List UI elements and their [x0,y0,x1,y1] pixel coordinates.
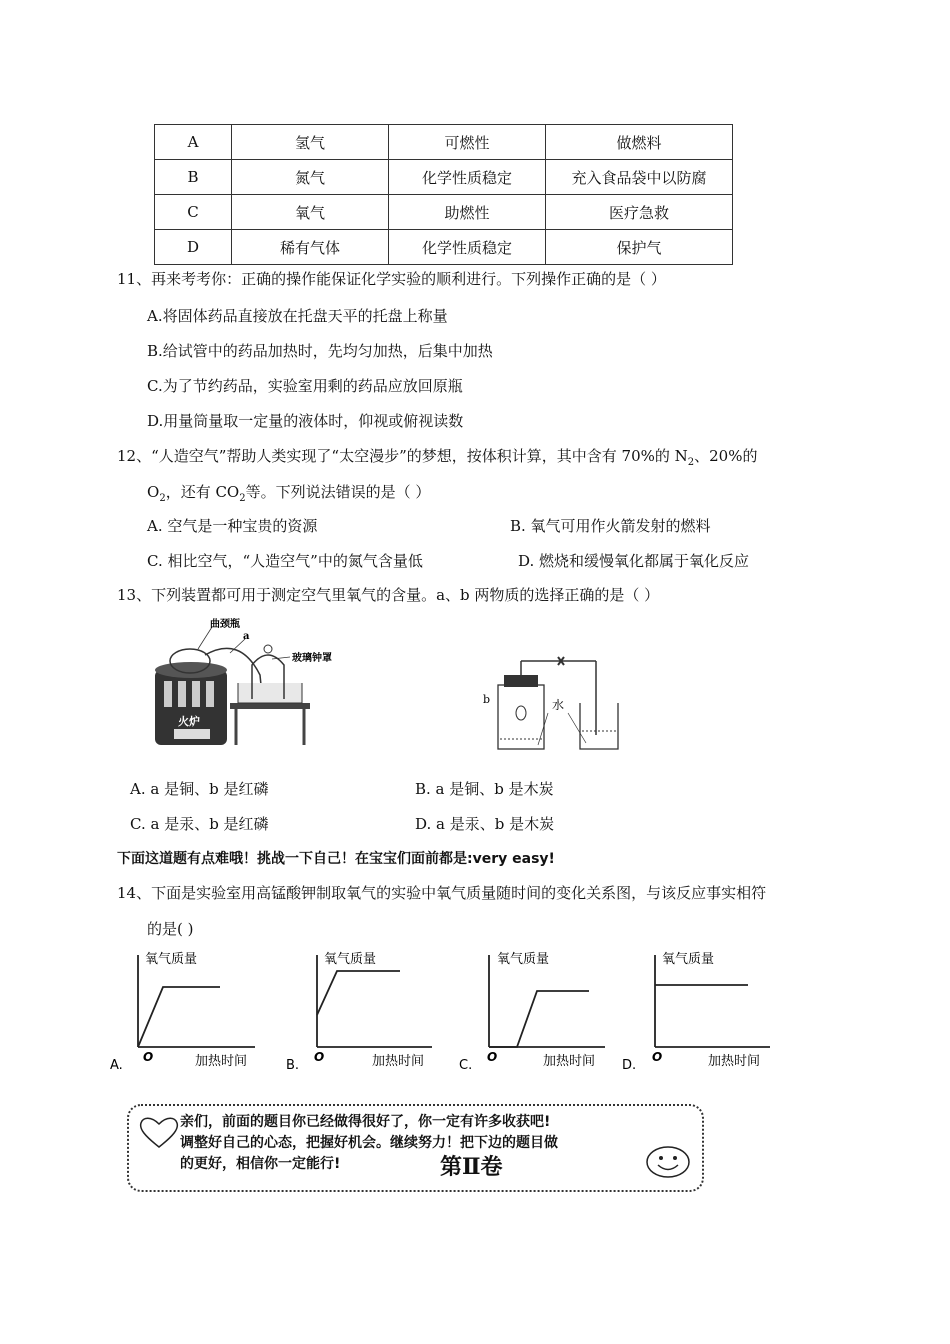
table-cell: A [155,125,232,160]
graph-line [489,991,589,1047]
q11-option-c: C.为了节约药品，实验室用剩的药品应放回原瓶 [147,377,463,395]
q13-stem: 13、下列装置都可用于测定空气里氧气的含量。a、b 两物质的选择正确的是（ ） [117,586,660,604]
q12-stem-part: 12、“人造空气”帮助人类实现了“太空漫步”的梦想，按体积计算，其中含有 70%的 N [117,447,688,465]
subscript: 2 [239,493,246,504]
figure-label: a [243,631,250,642]
choice-label: D. [622,1058,637,1073]
q12-option-a: A. 空气是一种宝贵的资源 [147,517,318,535]
table-cell: 充入食品袋中以防腐 [546,160,733,195]
x-axis-label: 加热时间 [708,1054,761,1069]
table-cell: 医疗急救 [546,195,733,230]
table-cell: 保护气 [546,230,733,265]
subscript: 2 [687,457,695,468]
graph-d [620,945,780,1075]
q13-option-d: D. a 是汞、b 是木炭 [415,815,555,833]
table-row [155,160,733,195]
q12-option-c: C. 相比空气，“人造空气”中的氮气含量低 [147,552,423,570]
q12-stem-line2 [147,481,430,504]
y-axis-label: 氧气质量 [324,952,377,967]
q11-stem: 11、再来考考你：正确的操作能保证化学实验的顺利进行。下列操作正确的是（ ） [117,270,666,288]
choice-label: B. [286,1058,300,1073]
lavoisier-apparatus-figure [150,615,332,750]
q12-stem [117,445,757,468]
challenge-note: 下面这道题有点难哦！挑战一下自己！在宝宝们面前都是:very easy! [117,851,555,867]
figure-label: 火炉 [178,715,200,728]
graph-a [105,945,265,1075]
q12-stem-part: 、20%的 [694,447,758,465]
table-cell: 助燃性 [389,195,546,230]
q12-stem-part: ，还有 CO [165,483,240,501]
table-row [155,125,733,160]
table-cell: 化学性质稳定 [389,160,546,195]
graph-line [317,971,400,1015]
y-axis-label: 氧气质量 [662,952,715,967]
volume-title: 第Ⅱ卷 [440,1154,503,1180]
q13-option-b: B. a 是铜、b 是木炭 [415,780,554,798]
q13-option-c: C. a 是汞、b 是红磷 [130,815,269,833]
q12-stem-part: 等。下列说法错误的是（ ） [245,483,431,501]
graph-c [455,945,615,1075]
table-cell: B [155,160,232,195]
x-axis-label: 加热时间 [543,1054,596,1069]
y-axis-label: 氧气质量 [497,952,550,967]
q11-option-b: B.给试管中的药品加热时，先均匀加热，后集中加热 [147,342,493,360]
table-row [155,230,733,265]
origin-label: O [143,1050,154,1064]
figure-label: 曲颈瓶 [210,619,240,630]
x-axis-label: 加热时间 [195,1054,248,1069]
origin-label: O [314,1050,325,1064]
heart-icon [137,1114,181,1150]
table-cell: 化学性质稳定 [389,230,546,265]
graph-b [282,945,442,1075]
figure-label: b [483,693,491,706]
choice-label: C. [459,1058,473,1073]
table-cell: 做燃料 [546,125,733,160]
combustion-flask-figure [478,655,628,755]
origin-label: O [652,1050,663,1064]
q13-option-a: A. a 是铜、b 是红磷 [130,780,269,798]
q11-option-a: A.将固体药品直接放在托盘天平的托盘上称量 [147,307,448,325]
q11-option-d: D.用量筒量取一定量的液体时，仰视或俯视读数 [147,412,464,430]
q12-option-d: D. 燃烧和缓慢氧化都属于氧化反应 [518,552,750,570]
encouragement-line: 的更好，相信你一定能行! [180,1156,341,1172]
table-row [155,195,733,230]
properties-table [154,124,733,265]
graph-line [138,987,220,1047]
q12-option-b: B. 氧气可用作火箭发射的燃料 [510,517,711,535]
q14-stem-line2: 的是( ) [147,920,194,938]
smiley-icon [645,1144,691,1180]
figure-label: 水 [552,698,565,712]
encouragement-line: 亲们，前面的题目你已经做得很好了，你一定有许多收获吧! [180,1114,551,1130]
figure-label: 玻璃钟罩 [292,653,332,664]
table-cell: D [155,230,232,265]
x-axis-label: 加热时间 [372,1054,425,1069]
encouragement-line: 调整好自己的心态，把握好机会。继续努力！把下边的题目做 [180,1135,558,1151]
table-cell: 氮气 [232,160,389,195]
table-cell: 氢气 [232,125,389,160]
origin-label: O [487,1050,498,1064]
table-cell: C [155,195,232,230]
q14-stem: 14、下面是实验室用高锰酸钾制取氧气的实验中氧气质量随时间的变化关系图，与该反应事实相符 [117,884,767,902]
table-cell: 可燃性 [389,125,546,160]
table-cell: 稀有气体 [232,230,389,265]
y-axis-label: 氧气质量 [145,952,198,967]
choice-label: A. [110,1058,123,1073]
table-cell: 氧气 [232,195,389,230]
subscript: 2 [159,493,166,504]
q12-stem-part: O [147,483,160,501]
